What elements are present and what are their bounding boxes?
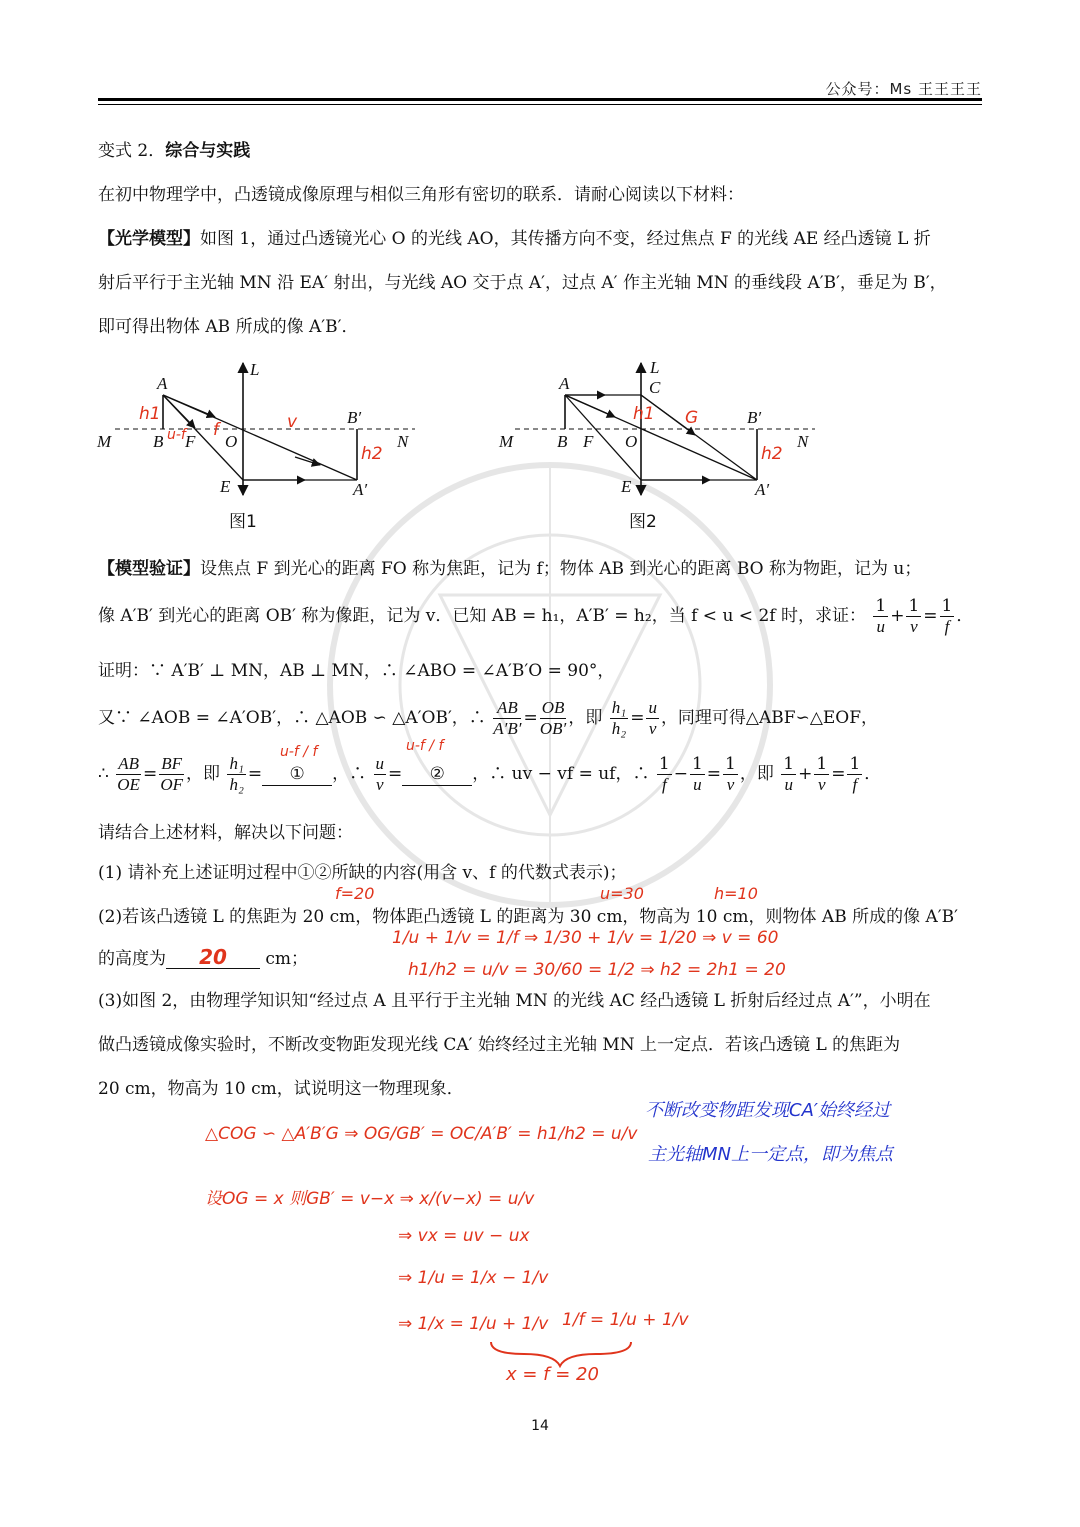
verification-text2: 像 A′B′ 到光心的距离 OB′ 称为像距，记为 v．已知 AB = h₁，A′B′ = h₂，当 f < u < 2f 时，求证： [98,606,866,626]
fig2-label-F: F [583,432,594,451]
proof-line3: ∴ $\frac{AB}{OE}$ = $\frac{BF}{OF}$ ，即 $\frac{\text{h₁}}{\text{h₂}}$ = ① ，∴ $\frac{u}{v}$ = ② ，∴ uv − vf = uf，∴ $\frac{1}{f}$ − $\frac{1}{u}$ = $\frac{1}{v}$ ，即 $\frac{1}{u}$ + $\frac{1}{v}$ = $\frac{1}{f}$ ． [98,754,882,794]
fig2-label-A: A [559,374,570,393]
fig2-hw-h1: h1 [633,404,655,424]
hw-solution-7: x = f = 20 [506,1364,599,1385]
optical-model-line2: 射后平行于主光轴 MN 沿 EA′ 射出，与光线 AO 交于点 A′，过点 A′ 作主光轴 MN 的垂线段 A′B′，垂足为 B′， [98,273,947,293]
figure-2-caption: 图2 [629,512,657,532]
hw-solution-5: ⇒ 1/x = 1/u + 1/v [398,1314,549,1334]
fig2-hw-G: G [685,408,699,428]
title-prefix: 变式 2． [98,141,166,161]
figure-1-caption: 图1 [229,512,257,532]
verification-line1 [98,558,921,580]
blank-1: ① [262,763,332,786]
optical-model-line1 [98,228,931,250]
hw-blue-line2: 主光轴MN上一定点，即为焦点 [648,1144,893,1165]
proof-line1: 证明：∵ A′B′ ⊥ MN，AB ⊥ MN，∴ ∠ABO = ∠A′B′O = 90°， [98,661,615,681]
hw-f20: f=20 [335,884,375,903]
frac-OB-OBp: $\frac{OB}{OB'}$ [539,698,567,738]
hw-solution-3: ⇒ vx = uv − ux [398,1226,530,1246]
optical-model-text1: 如图 1，通过凸透镜光心 O 的光线 AO，其传播方向不变，经过焦点 F 的光线 AE 经凸透镜 L 折 [200,229,931,249]
header-rule-thin [98,104,982,105]
proof-line2: 又∵ ∠AOB = ∠A′OB′，∴ △AOB ∽ △A′OB′，∴ $\frac{AB}{A'B'}$ = $\frac{OB}{OB'}$ ，即 $\frac{\text{h₁}}{\text{h₂}}$ = $\frac{u}{v}$ ，同理可得△ABF∽△EOF， [98,698,879,738]
hw-blank1-answer: u-f / f [280,744,318,760]
frac-1-f-b: $\frac{1}{f}$ [849,754,861,794]
fig1-hw-f: f [213,420,219,440]
fig1-label-B: B [153,432,164,451]
frac-1-u: $\frac{1}{u}$ [691,754,703,794]
question-3b: 做凸透镜成像实验时，不断改变物距发现光线 CA′ 始终经过主光轴 MN 上一定点．若该凸透镜 L 的焦距为 [98,1035,901,1055]
fig2-label-C: C [649,378,661,397]
fig1-label-O: O [225,432,238,451]
hw-u30: u=30 [600,884,644,903]
frac-u-v: $\frac{u}{v}$ [648,698,657,738]
hw-solution-6: 1/f = 1/u + 1/v [562,1310,689,1330]
frac-1-u-b: $\frac{1}{u}$ [783,754,795,794]
fig1-hw-h2: h2 [361,444,383,464]
blank-2: ② [402,763,472,786]
hw-blue-line1: 不断改变物距发现CA′始终经过 [645,1100,890,1121]
frac-h1-h2-b: $\frac{\text{h₁}}{\text{h₂}}$ [229,754,244,794]
fig2-label-N: N [797,432,809,451]
fig2-label-M: M [499,432,514,451]
hw-q2-work1: 1/u + 1/v = 1/f ⇒ 1/30 + 1/v = 1/20 ⇒ v = 60 [392,928,779,948]
question-2b: 的高度为 20 cm； [98,945,309,969]
claim-frac-1-v: $\frac{1}{v}$ [908,596,920,636]
intro-text: 在初中物理学中，凸透镜成像原理与相似三角形有密切的联系．请耐心阅读以下材料： [98,185,744,205]
figure-2 [495,355,835,535]
fig2-label-O: O [625,432,638,451]
title-bold: 综合与实践 [165,141,251,161]
frac-1-v-b: $\frac{1}{v}$ [816,754,828,794]
fig1-label-Aprime: A′ [353,480,368,499]
claim-frac-1-u: $\frac{1}{u}$ [875,596,887,636]
optical-model-line3: 即可得出物体 AB 所成的像 A′B′． [98,317,359,337]
fig2-label-L: L [650,358,660,377]
question-3a: (3)如图 2，由物理学知识知“经过点 A 且平行于主光轴 MN 的光线 AC 经凸透镜 L 折射后经过点 A′”，小明在 [98,991,931,1011]
header-rule-thick [98,98,982,101]
fig2-label-B: B [557,432,568,451]
optical-model-label: 【光学模型】 [98,229,200,249]
fig1-label-A: A [157,374,168,393]
hw-solution-1: △COG ∽ △A′B′G ⇒ OG/GB′ = OC/A′B′ = h1/h2 = u/v [205,1124,638,1144]
frac-1-v: $\frac{1}{v}$ [725,754,736,794]
page-number: 14 [531,1418,549,1434]
header-text: 公众号：Ms 王王王王 [825,80,982,98]
hw-solution-4: ⇒ 1/u = 1/x − 1/v [398,1268,549,1288]
fig1-hw-h1: h1 [139,404,161,424]
fig2-label-E: E [621,477,632,496]
figure-1 [95,355,435,535]
frac-u-v-b: $\frac{u}{v}$ [375,754,385,794]
hw-q2-work2: h1/h2 = u/v = 30/60 = 1/2 ⇒ h2 = 2h1 = 20 [408,960,786,980]
fig2-hw-h2: h2 [761,444,783,464]
questions-lead: 请结合上述材料，解决以下问题： [98,823,353,843]
frac-h1-h2: $\frac{\text{h₁}}{\text{h₂}}$ [611,698,627,738]
hw-h10: h=10 [714,884,758,903]
frac-AB-OE: $\frac{AB}{OE}$ [117,754,140,794]
verification-text1: 设焦点 F 到光心的距离 FO 称为焦距，记为 f；物体 AB 到光心的距离 BO 称为物距，记为 u； [200,559,922,579]
fig1-label-E: E [220,477,231,496]
fig1-hw-v: v [287,412,298,432]
verification-label: 【模型验证】 [98,559,200,579]
fig2-label-Aprime: A′ [755,480,770,499]
question-1: (1) 请补充上述证明过程中①②所缺的内容(用含 v、f 的代数式表示)； [98,863,627,883]
fig1-label-M: M [97,432,112,451]
fig1-label-L: L [250,360,260,379]
fig1-hw-uf: u-f [167,427,186,443]
claim-frac-1-f: $\frac{1}{f}$ [941,596,953,636]
frac-1-f: $\frac{1}{f}$ [658,754,670,794]
question-3c: 20 cm，物高为 10 cm，试说明这一物理现象． [98,1079,464,1099]
problem-title [98,140,250,162]
q2-answer-blank: 20 [166,946,260,969]
fig1-label-F: F [185,432,196,451]
question-2a: (2)若该凸透镜 L 的焦距为 20 cm，物体距凸透镜 L 的距离为 30 cm，物高为 10 cm，则物体 AB 所成的像 A′B′ [98,907,958,927]
hw-solution-2: 设OG = x 则GB′ = v−x ⇒ x/(v−x) = u/v [205,1189,535,1209]
frac-AB-ApBp: $\frac{AB}{A'B'}$ [493,698,522,738]
frac-BF-OF: $\frac{BF}{OF}$ [160,754,183,794]
fig1-label-Bprime: B′ [347,408,362,427]
verification-line2: 像 A′B′ 到光心的距离 OB′ 称为像距，记为 v．已知 AB = h₁，A′B′ = h₂，当 f < u < 2f 时，求证： $\frac{1}{u}$ + $\frac{1}{v}$ = $\frac{1}{f}$ ． [98,596,974,636]
fig2-label-Bprime: B′ [747,408,762,427]
fig1-label-N: N [397,432,409,451]
hw-blank2-answer: u-f / f [406,738,444,754]
